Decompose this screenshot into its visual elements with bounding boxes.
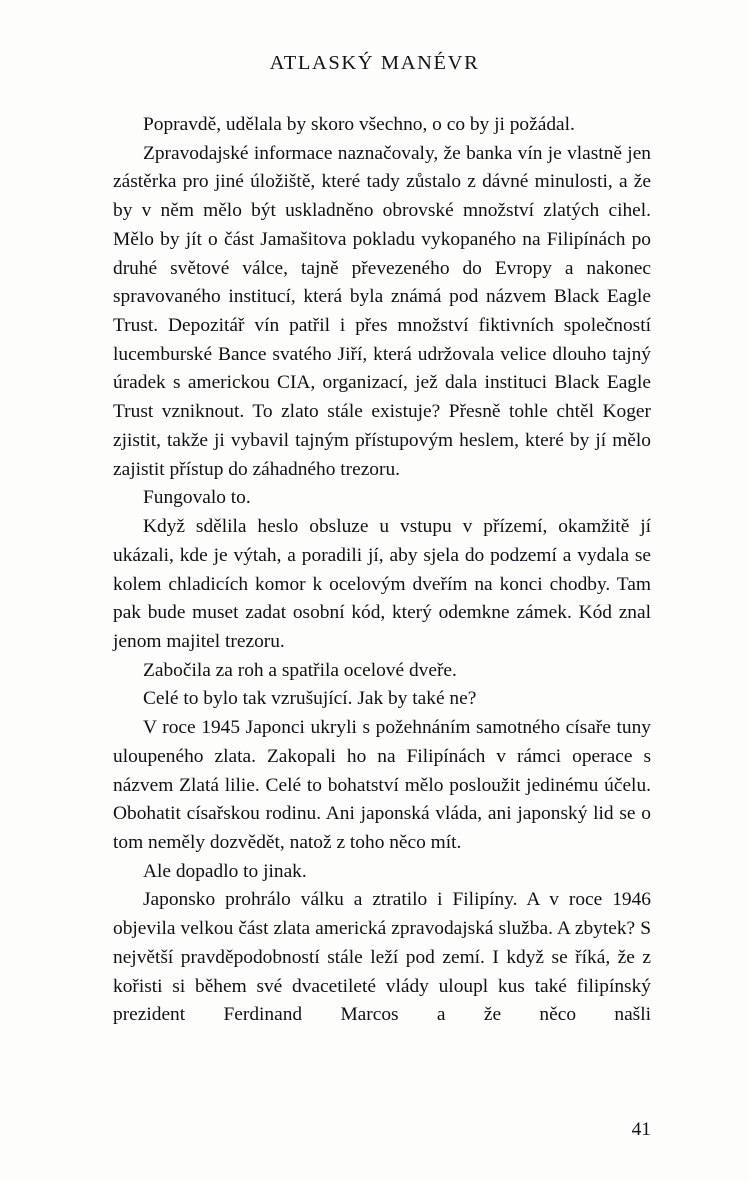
- paragraph: Když sdělila heslo obsluze u vstupu v přízemí, okamžitě jí ukázali, kde je výtah, a poradili jí, aby sjela do podzemí a vydala se kolem chladicích komor k ocelovým dveřím na konci chodby. Tam pak bude muset zadat osobní kód, který odemkne zámek. Kód znal jenom majitel trezoru.: [113, 516, 651, 652]
- paragraph: Celé to bylo tak vzrušující. Jak by také ne?: [143, 688, 477, 710]
- page-number: 41: [631, 1119, 651, 1140]
- paragraph: Fungovalo to.: [143, 487, 251, 509]
- paragraph: Popravdě, udělala by skoro všechno, o co by ji požádal.: [143, 114, 575, 135]
- body-text: [113, 111, 651, 1030]
- running-head: ATLASKÝ MANÉVR: [269, 52, 480, 74]
- paragraph: Zpravodajské informace naznačovaly, že banka vín je vlastně jen zástěrka pro jiné úložiště, které tady zůstalo z dávné minulosti, a že by v něm mělo být uskladněno obrovské množství zlatých cihel. Mělo by jít o část Jamašitova pokladu vykopaného na Filipínách po druhé světové válce, tajně převezeného do Evropy a nakonec spravovaného institucí, která byla známá pod názvem Black Eagle Trust. Depozitář vín patřil i přes množství fiktivních společností lucemburské Bance svatého Jiří, která udržovala velice dlouho tajný úradek s americkou CIA, organizací, jež dala instituci Black Eagle Trust vzniknout. To zlato stále existuje? Přesně tohle chtěl Koger zjistit, takže ji vybavil tajným přístupovým heslem, které by jí mělo zajistit přístup do záhadného trezoru.: [113, 142, 651, 480]
- paragraph: Japonsko prohrálo válku a ztratilo i Filipíny. A v roce 1946 objevila velkou část zlata americká zpravodajská služba. A zbytek? S největší pravděpodobností stále leží pod zemí. I když se říká, že z kořisti si během své dvacetileté vlády uloupl kus také filipínský prezident Ferdinand Marcos a že něco našli: [113, 889, 651, 1026]
- paragraph: Zabočila za roh a spatřila ocelové dveře.: [143, 659, 457, 681]
- paragraph: V roce 1945 Japonci ukryli s požehnáním samotného císaře tuny uloupeného zlata. Zakopali ho na Filipínách v rámci operace s názvem Zlatá lilie. Celé to bohatství mělo posloužit jedinému účelu. Obohatit císařskou rodinu. Ani japonská vláda, ani japonský lid se o tom neměly dozvědět, natož z toho něco mít.: [113, 717, 651, 853]
- paragraph: Ale dopadlo to jinak.: [143, 860, 307, 882]
